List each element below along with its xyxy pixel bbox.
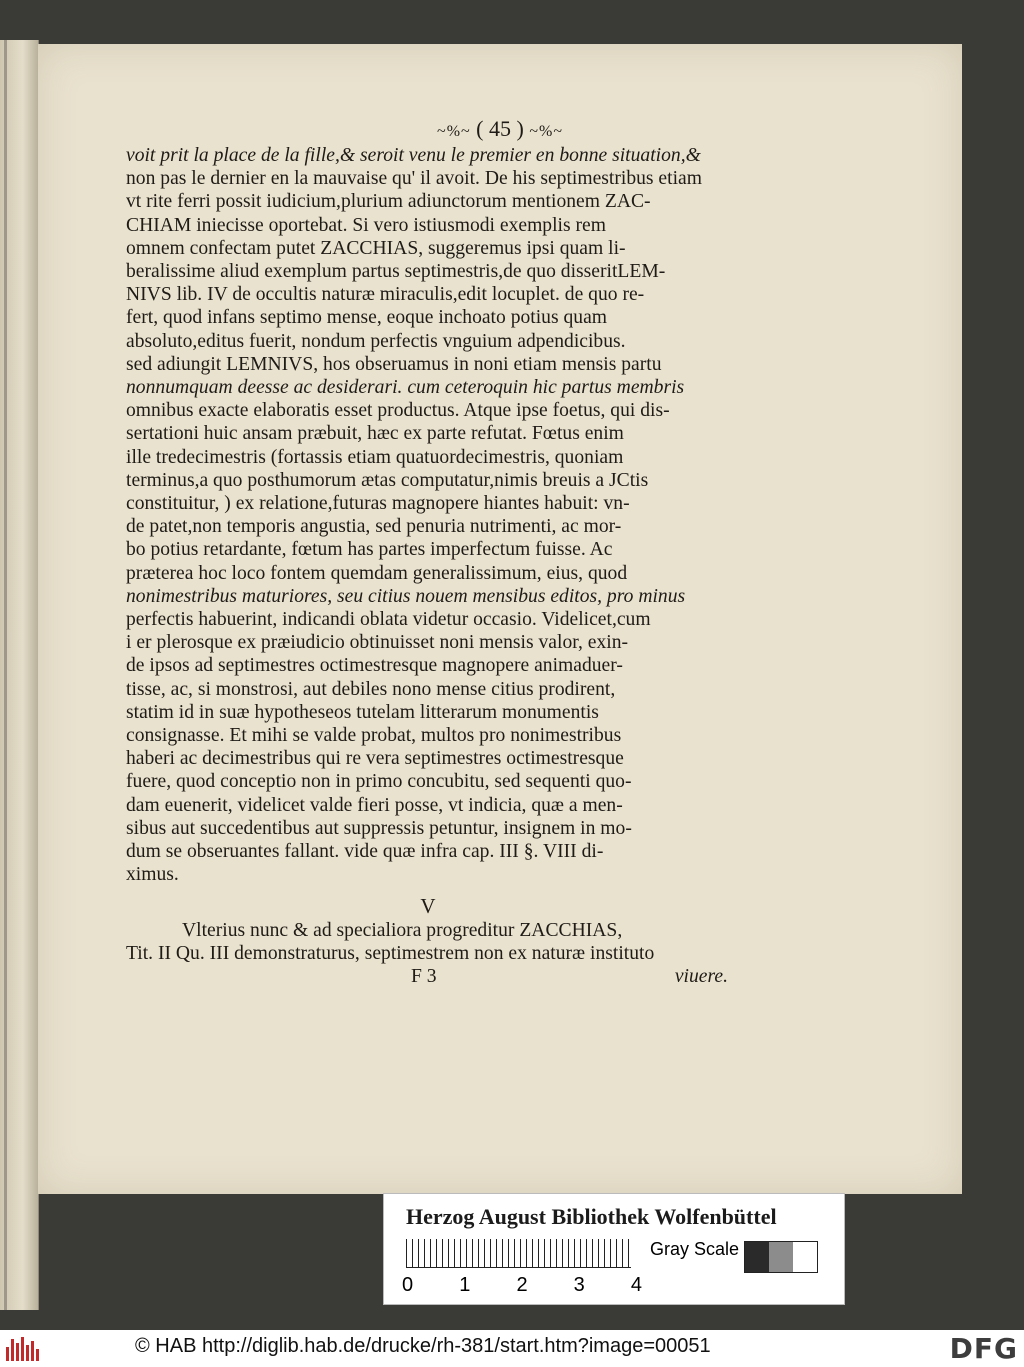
text-line: constituitur, ) ex relatione,futuras magnopere hiantes habuit: vn-: [126, 493, 630, 515]
text-line: de patet,non temporis angustia, sed penuria nutrimenti, ac mor-: [126, 516, 622, 538]
ruler-tick-label: 3: [573, 1274, 585, 1296]
ruler-tick-label: 1: [459, 1274, 471, 1296]
text-line: voit prit la place de la fille,& seroit venu le premier en bonne situation,&: [126, 145, 701, 166]
gray-swatch: [769, 1242, 793, 1272]
text-line: præterea hoc loco fontem quemdam generalissimum, eius, quod: [126, 562, 628, 584]
text-line: dum se obseruantes fallant. vide quæ infra cap. III §. VIII di-: [126, 841, 604, 863]
text-line: terminus,a quo posthumorum ætas computatur,nimis breuis a JCtis: [126, 469, 649, 491]
text-line: tisse, ac, si monstrosi, aut debiles nono mense citius prodirent,: [126, 678, 616, 700]
text-line: statim id in suæ hypotheseos tutelam litterarum monumentis: [126, 701, 599, 723]
book-page: [38, 44, 962, 1194]
hab-logo-icon: [6, 1335, 42, 1361]
ruler-ticks: [402, 1274, 642, 1297]
text-line: haberi ac decimestribus qui re vera septimestres octimestresque: [126, 748, 624, 770]
text-line: omnibus exacte elaboratis esset productus. Atque ipse foetus, qui dis-: [126, 400, 670, 422]
gray-swatch: [745, 1242, 769, 1272]
text-line: fuere, quod conceptio non in primo concubitu, sed sequenti quo-: [126, 771, 632, 793]
page-number: ( 45 ): [476, 116, 524, 141]
copyright-link[interactable]: © HAB http://diglib.hab.de/drucke/rh-381/start.htm?image=00051: [135, 1335, 711, 1357]
signature-line: [126, 965, 730, 988]
text-line: vt rite ferri possit iudicium,plurium adiunctorum mentionem ZAC-: [126, 191, 651, 213]
gray-scale-label: Gray Scale: [650, 1239, 740, 1259]
ruler-tick-label: 4: [630, 1274, 642, 1296]
library-name: Herzog August Bibliothek Wolfenbüttel: [406, 1204, 777, 1229]
text-line: Tit. II Qu. III demonstraturus, septimestrem non ex naturæ instituto: [126, 942, 655, 964]
signature-mark: F 3: [411, 965, 437, 987]
ruler-tick-label: 2: [516, 1274, 528, 1296]
text-line: beralissime aliud exemplum partus septimestris,de quo disseritLEM-: [126, 261, 666, 283]
footer-bar: [0, 1330, 1024, 1367]
text-line: ximus.: [126, 864, 179, 886]
text-line: absoluto,editus fuerit, nondum perfectis vnguium adpendicibus.: [126, 330, 626, 352]
body-text: [126, 144, 730, 988]
text-line: nonimestribus maturiores, seu citius nouem mensibus editos, pro minus: [126, 585, 686, 607]
ornament-right: ~%~: [529, 123, 563, 140]
text-line: perfectis habuerint, indicandi oblata videtur occasio. Videlicet,cum: [126, 609, 651, 631]
ruler-tick-label: 0: [402, 1274, 414, 1296]
text-line: dam euenerit, videlicet valde fieri posse, vt indicia, quæ a men-: [126, 794, 623, 816]
text-line: nonnumquam deesse ac desiderari. cum ceteroquin hic partus membris: [126, 377, 685, 399]
dfg-logo: DFG: [949, 1332, 1018, 1365]
gray-swatch: [793, 1242, 817, 1272]
text-line: i er plerosque ex præiudicio obtinuisset noni mensis valor, exin-: [126, 632, 629, 654]
text-line: bo potius retardante, fœtum has partes imperfectum fuisse. Ac: [126, 539, 613, 561]
gray-scale-swatches: [744, 1241, 818, 1273]
text-line: sed adiungit LEMNIVS, hos obseruamus in noni etiam mensis partu: [126, 353, 662, 375]
library-colour-card: [383, 1193, 845, 1305]
text-line: CHIAM iniecisse oportebat. Si vero istiusmodi exemplis rem: [126, 214, 606, 236]
text-line: sertationi huic ansam præbuit, hæc ex parte refutat. Fœtus enim: [126, 423, 624, 445]
text-line: de ipsos ad septimestres octimestresque magnopere animaduer-: [126, 655, 623, 677]
ruler: [406, 1239, 631, 1268]
text-line: NIVS lib. IV de occultis naturæ miraculis,edit locuplet. de quo re-: [126, 284, 645, 306]
page-header: [38, 116, 962, 142]
text-line: non pas le dernier en la mauvaise qu' il avoit. De his septimestribus etiam: [126, 168, 702, 190]
ornament-left: ~%~: [437, 123, 471, 140]
text-line: Vlterius nunc & ad specialiora progreditur ZACCHIAS,: [182, 919, 623, 941]
text-line: fert, quod infans septimo mense, eoque inchoato potius quam: [126, 307, 608, 329]
text-line: consignasse. Et mihi se valde probat, multos pro nonimestribus: [126, 725, 622, 747]
left-page-edge: [0, 40, 39, 1310]
text-line: sibus aut succedentibus aut suppressis petuntur, insignem in mo-: [126, 817, 632, 839]
text-line: omnem confectam putet ZACCHIAS, suggeremus ipsi quam li-: [126, 237, 626, 259]
text-line: ille tredecimestris (fortassis etiam quatuordecimestris, quoniam: [126, 446, 624, 468]
section-number: V: [420, 893, 436, 918]
catchword: viuere.: [674, 965, 728, 987]
